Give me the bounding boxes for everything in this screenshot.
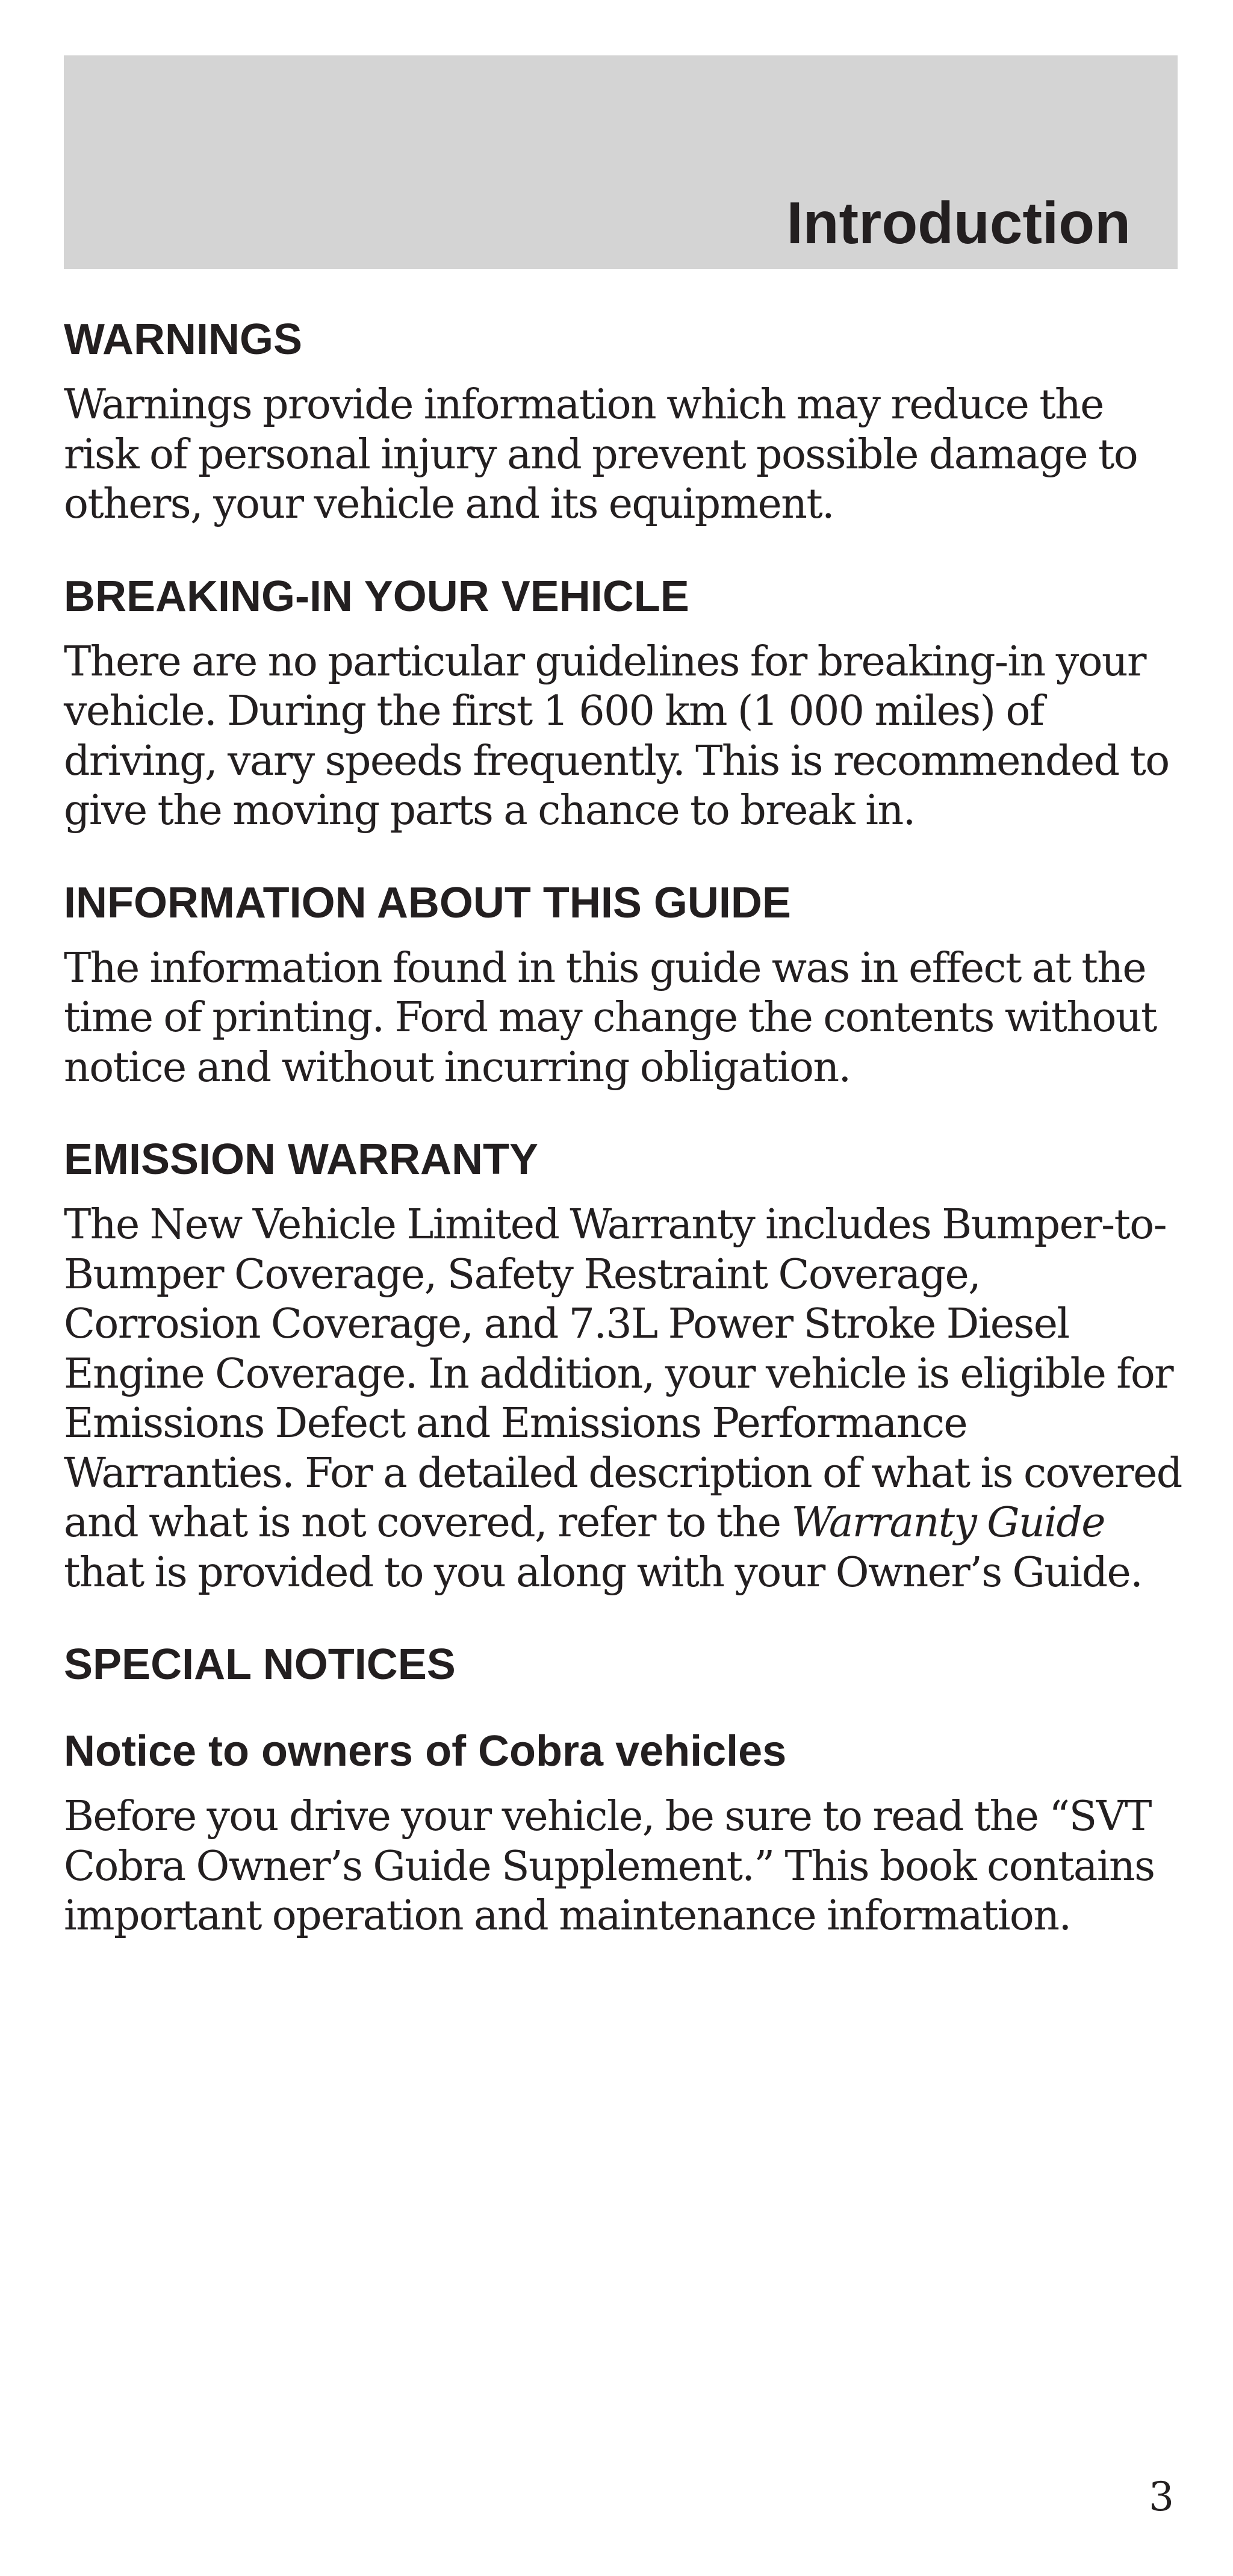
section-body-emission-warranty [64, 1200, 1184, 1598]
section-emission-warranty [64, 1135, 1184, 1598]
emission-warranty-text-before: The New Vehicle Limited Warranty includes Bumper-to-Bumper Coverage, Safety Restraint Coverage, Corrosion Coverage, and 7.3L Power Stroke Diesel Engine Coverage. In addition, your vehicle is eligible for Emissions Defect and Emissions Performance Warranties. For a detailed description of what is covered and what is not covered, refer to the [64, 1201, 1182, 1547]
section-breaking-in [64, 572, 1184, 836]
chapter-title: Introduction [786, 190, 1131, 256]
section-body-breaking-in: There are no particular guidelines for breaking-in your vehicle. During the first 1 600 km (1 000 miles) of driving, vary speeds frequently. This is recommended to give the moving parts a chance to break in. [64, 638, 1169, 834]
page-content [64, 315, 1184, 1987]
section-heading-emission-warranty: EMISSION WARRANTY [64, 1135, 539, 1184]
section-body-cobra-notice: Before you drive your vehicle, be sure to read the “SVT Cobra Owner’s Guide Supplement.” This book contains important operation and maintenance information. [64, 1793, 1155, 1940]
subheading-cobra-notice: Notice to owners of Cobra vehicles [64, 1727, 787, 1775]
warranty-guide-title: Warranty Guide [791, 1499, 1105, 1547]
section-heading-guide-info: INFORMATION ABOUT THIS GUIDE [64, 878, 791, 927]
section-heading-warnings: WARNINGS [64, 315, 302, 364]
section-guide-info [64, 878, 1184, 1093]
emission-warranty-text-after: that is provided to you along with your Owner’s Guide. [64, 1548, 1143, 1597]
section-body-warnings: Warnings provide information which may reduce the risk of personal injury and prevent possible damage to others, your vehicle and its equipment. [64, 381, 1138, 528]
section-heading-breaking-in: BREAKING-IN YOUR VEHICLE [64, 572, 689, 621]
section-special-notices [64, 1640, 1184, 1941]
section-warnings [64, 315, 1184, 530]
chapter-header-band [64, 55, 1178, 269]
section-heading-special-notices: SPECIAL NOTICES [64, 1640, 456, 1689]
section-body-guide-info: The information found in this guide was in effect at the time of printing. Ford may change the contents without notice and without incurring obligation. [64, 944, 1157, 1091]
page-number: 3 [1149, 2474, 1174, 2520]
